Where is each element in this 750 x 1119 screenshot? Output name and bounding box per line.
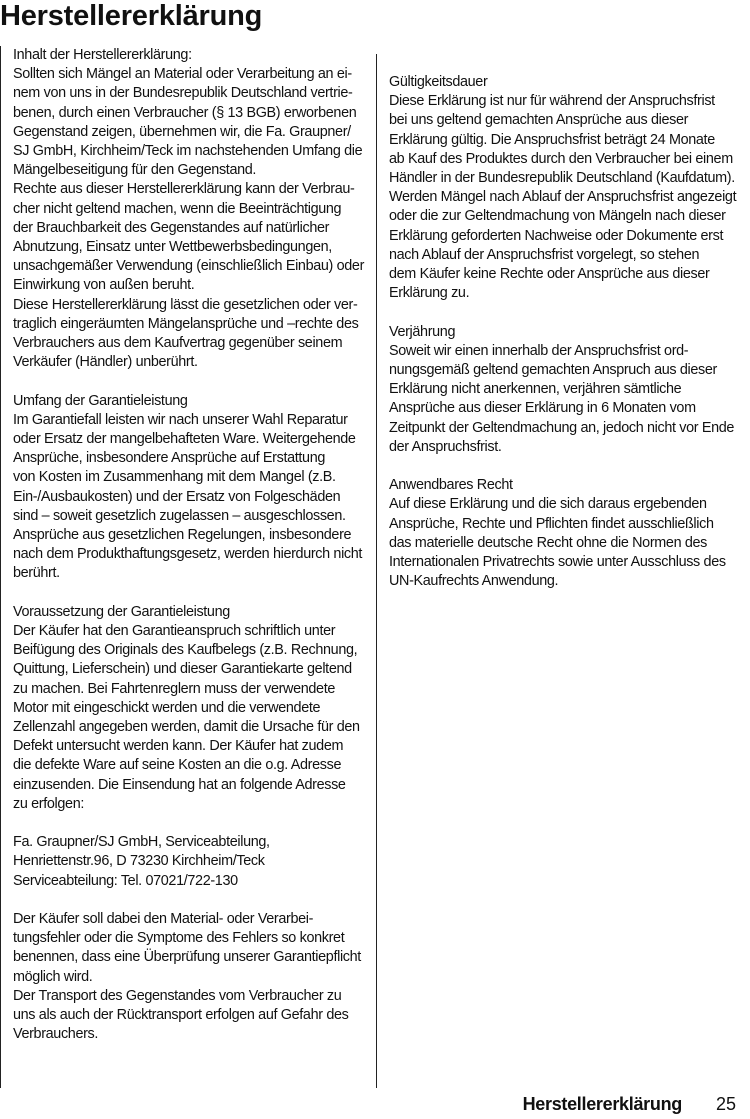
text-line: Erklärung gültig. Die Anspruchsfrist beträgt 24 Monate bbox=[389, 131, 715, 148]
text-line: Ein-/Ausbaukosten) und der Ersatz von Folgeschäden bbox=[13, 488, 341, 505]
text-line: nem von uns in der Bundesrepublik Deutschland vertrie- bbox=[13, 85, 353, 102]
text-line: traglich eingeräumten Mängelansprüche und –rechte des bbox=[13, 315, 359, 332]
text-line: Internationalen Privatrechts sowie unter Ausschluss des bbox=[389, 554, 726, 571]
section-heading: Anwendbares Recht bbox=[389, 477, 513, 494]
text-line: Im Garantiefall leisten wir nach unserer Wahl Reparatur bbox=[13, 411, 348, 428]
text-line: das materielle deutsche Recht ohne die Normen des bbox=[389, 534, 708, 551]
text-line: cher nicht geltend machen, wenn die Beeinträchtigung bbox=[13, 200, 342, 217]
section-gap bbox=[13, 584, 367, 603]
section-gap bbox=[389, 457, 744, 476]
text-line: uns als auch der Rücktransport erfolgen auf Gefahr des bbox=[13, 1007, 349, 1024]
text-line: benen, durch einen Verbraucher (§ 13 BGB) erworbenen bbox=[13, 104, 357, 121]
section bbox=[13, 910, 367, 1044]
text-line: dem Käufer keine Rechte oder Ansprüche aus dieser bbox=[389, 266, 710, 283]
text-line: Verkäufer (Händler) unberührt. bbox=[13, 354, 198, 371]
text-line: Mängelbeseitigung für den Gegenstand. bbox=[13, 162, 257, 179]
section bbox=[389, 323, 744, 457]
text-line: Soweit wir einen innerhalb der Anspruchsfrist ord- bbox=[389, 342, 689, 359]
text-line: zu erfolgen: bbox=[13, 795, 84, 812]
text-line: möglich wird. bbox=[13, 968, 93, 985]
text-line: Quittung, Lieferschein) und dieser Garantiekarte geltend bbox=[13, 661, 352, 678]
text-line: Zellenzahl angegeben werden, damit die Ursache für den bbox=[13, 719, 360, 736]
page-title: Herstellererklärung bbox=[0, 0, 263, 32]
section-gap bbox=[13, 814, 367, 833]
text-line: UN-Kaufrechts Anwendung. bbox=[389, 573, 559, 590]
text-line: benennen, dass eine Überprüfung unserer Garantiepflicht bbox=[13, 949, 361, 966]
text-line: nungsgemäß geltend gemachten Anspruch aus dieser bbox=[389, 362, 717, 379]
text-line: Gegenstand zeigen, übernehmen wir, die Fa. Graupner/ bbox=[13, 123, 351, 140]
section-gap bbox=[389, 303, 744, 322]
section-heading: Voraussetzung der Garantieleistung bbox=[13, 603, 230, 620]
section-heading: Umfang der Garantieleistung bbox=[13, 392, 188, 409]
section bbox=[13, 46, 367, 372]
text-line: einzusenden. Die Einsendung hat an folgende Adresse bbox=[13, 776, 346, 793]
text-line: die defekte Ware auf seine Kosten an die o.g. Adresse bbox=[13, 757, 342, 774]
text-line: Werden Mängel nach Ablauf der Anspruchsfrist angezeigt bbox=[389, 189, 737, 206]
text-line: Der Transport des Gegenstandes vom Verbraucher zu bbox=[13, 987, 342, 1004]
section-heading: Inhalt der Herstellererklärung: bbox=[13, 47, 192, 63]
text-line: Erklärung zu. bbox=[389, 285, 470, 302]
text-line: Verbrauchers. bbox=[13, 1026, 99, 1043]
section bbox=[13, 603, 367, 814]
text-line: Beifügung des Originals des Kaufbelegs (z.B. Rechnung, bbox=[13, 642, 358, 659]
text-line: Diese Erklärung ist nur für während der Anspruchsfrist bbox=[389, 93, 715, 110]
text-line: ab Kauf des Produktes durch den Verbraucher bei einem bbox=[389, 150, 733, 167]
section bbox=[13, 833, 367, 891]
section bbox=[389, 73, 744, 303]
text-line: Verbrauchers aus dem Kaufvertrag gegenüber seinem bbox=[13, 335, 343, 352]
footer-title: Herstellererklärung bbox=[522, 1093, 682, 1114]
left-column bbox=[13, 46, 367, 1045]
text-line: Erklärung geforderten Nachweise oder Dokumente erst bbox=[389, 227, 724, 244]
text-line: Ansprüche aus gesetzlichen Regelungen, insbesondere bbox=[13, 527, 352, 544]
text-line: zu machen. Bei Fahrtenreglern muss der verwendete bbox=[13, 680, 336, 697]
text-line: unsachgemäßer Verwendung (einschließlich Einbau) oder bbox=[13, 258, 365, 275]
text-line: Sollten sich Mängel an Material oder Verarbeitung an ei- bbox=[13, 66, 352, 83]
text-line: Fa. Graupner/SJ GmbH, Serviceabteilung, bbox=[13, 834, 270, 851]
text-line: Defekt untersucht werden kann. Der Käufer hat zudem bbox=[13, 738, 344, 755]
text-line: Motor mit eingeschickt werden und die verwendete bbox=[13, 699, 321, 716]
text-line: Ansprüche, insbesondere Ansprüche auf Erstattung bbox=[13, 450, 325, 467]
section bbox=[13, 392, 367, 584]
text-line: nach dem Produkthaftungsgesetz, werden hierdurch nicht bbox=[13, 546, 363, 563]
text-line: nach Ablauf der Anspruchsfrist vorgelegt, so stehen bbox=[389, 246, 700, 263]
text-line: Ansprüche, Rechte und Pflichten findet ausschließlich bbox=[389, 515, 714, 532]
section-heading: Verjährung bbox=[389, 323, 456, 340]
section-heading: Gültigkeitsdauer bbox=[389, 74, 488, 90]
section bbox=[389, 476, 744, 591]
left-column-rule bbox=[0, 46, 1, 1088]
text-line: Der Käufer soll dabei den Material- oder Verarbei- bbox=[13, 911, 314, 928]
column-divider bbox=[376, 54, 377, 1088]
text-line: Erklärung nicht anerkennen, verjähren sämtliche bbox=[389, 381, 682, 398]
text-line: Abnutzung, Einsatz unter Wettbewerbsbedingungen, bbox=[13, 239, 332, 256]
text-line: Zeitpunkt der Geltendmachung an, jedoch nicht vor Ende bbox=[389, 419, 735, 436]
text-line: berührt. bbox=[13, 565, 60, 582]
text-line: Händler in der Bundesrepublik Deutschland (Kaufdatum). bbox=[389, 170, 735, 187]
section-gap bbox=[13, 891, 367, 910]
text-line: Auf diese Erklärung und die sich daraus ergebenden bbox=[389, 496, 707, 513]
page-number: 25 bbox=[715, 1093, 736, 1114]
text-line: tungsfehler oder die Symptome des Fehlers so konkret bbox=[13, 930, 345, 947]
text-line: Rechte aus dieser Herstellererklärung kann der Verbrau- bbox=[13, 181, 355, 198]
text-line: bei uns geltend gemachten Ansprüche aus dieser bbox=[389, 112, 689, 129]
right-column bbox=[389, 73, 744, 591]
text-line: der Brauchbarkeit des Gegenstandes auf natürlicher bbox=[13, 219, 330, 236]
text-line: oder Ersatz der mangelbehafteten Ware. Weitergehende bbox=[13, 431, 356, 448]
text-line: Diese Herstellererklärung lässt die gesetzlichen oder ver- bbox=[13, 296, 358, 313]
text-line: Der Käufer hat den Garantieanspruch schriftlich unter bbox=[13, 623, 336, 640]
text-line: Serviceabteilung: Tel. 07021/722-130 bbox=[13, 872, 238, 889]
text-line: Henriettenstr.96, D 73230 Kirchheim/Teck bbox=[13, 853, 265, 870]
page-footer bbox=[523, 1089, 736, 1119]
text-line: der Anspruchsfrist. bbox=[389, 438, 502, 455]
text-line: oder die zur Geltendmachung von Mängeln nach dieser bbox=[389, 208, 726, 225]
text-line: sind – soweit gesetzlich zugelassen – ausgeschlossen. bbox=[13, 507, 346, 524]
text-line: von Kosten im Zusammenhang mit dem Mangel (z.B. bbox=[13, 469, 336, 486]
text-line: SJ GmbH, Kirchheim/Teck im nachstehenden Umfang die bbox=[13, 143, 363, 160]
text-line: Einwirkung von außen beruht. bbox=[13, 277, 195, 294]
text-line: Ansprüche aus dieser Erklärung in 6 Monaten vom bbox=[389, 400, 696, 417]
section-gap bbox=[13, 372, 367, 391]
